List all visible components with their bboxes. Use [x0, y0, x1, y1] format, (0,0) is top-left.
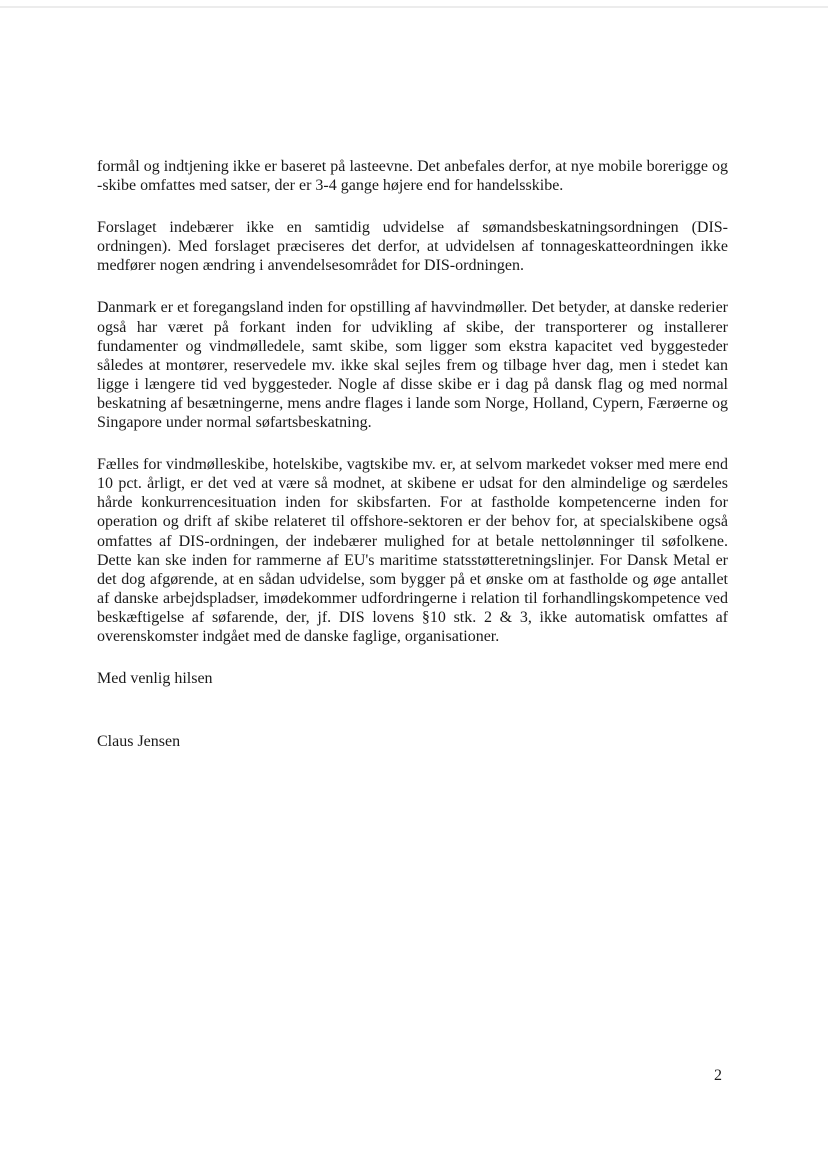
page-number: 2 [714, 1067, 722, 1084]
paragraph-2: Forslaget indebærer ikke en samtidig udvidelse af sømandsbeskatningsordningen (DIS-ordningen). Med forslaget præciseres det derfor, at udvidelsen af tonnageskatteordningen ikke medfører nogen ændring i anvendelsesområdet for DIS-ordningen. [97, 219, 728, 275]
paragraph-1: formål og indtjening ikke er baseret på lasteevne. Det anbefales derfor, at nye mobile borerigge og -skibe omfattes med satser, der er 3-4 gange højere end for handelsskibe. [97, 158, 728, 195]
signer-name: Claus Jensen [97, 733, 181, 751]
paragraph-3: Danmark er et foregangsland inden for opstilling af havvindmøller. Det betyder, at danske rederier også har været på forkant inden for udvikling af skibe, der transporterer og installerer fundamenter og vindmølledele, samt skibe, som ligger som ekstra kapacitet ved byggesteder således at montører, reservedele mv. ikke skal sejles frem og tilbage hver dag, men i stedet kan ligge i længere tid ved byggesteder. Nogle af disse skibe er i dag på dansk flag og med normal beskatning af besætningerne, mens andre flages i lande som Norge, Holland, Cypern, Færøerne og Singapore under normal søfartsbeskatning. [97, 299, 728, 432]
letter-body [97, 157, 728, 751]
scan-edge-shadow [0, 6, 828, 8]
paragraph-4: Fælles for vindmølleskibe, hotelskibe, vagtskibe mv. er, at selvom markedet vokser med mere end 10 pct. årligt, er det ved at være så modnet, at skibene er udsat for den almindelige og særdeles hårde konkurrencesituation inden for skibsfarten. For at fastholde kompetencerne inden for operation og drift af skibe relateret til offshore-sektoren er der behov for, at specialskibene også omfattes af DIS-ordningen, der indebærer mulighed for at betale nettolønninger til søfolkene. Dette kan ske inden for rammerne af EU's maritime statsstøtteretningslinjer. For Dansk Metal er det dog afgørende, at en sådan udvidelse, som bygger på et ønske om at fastholde og øge antallet af danske arbejdspladser, imødekommer udfordringerne i relation til forhandlingskompetence ved beskæftigelse af søfarende, der, jf. DIS lovens §10 stk. 2 & 3, ikke automatisk omfattes af overenskomster indgået med de danske faglige, organisationer. [97, 456, 728, 645]
closing-salutation: Med venlig hilsen [97, 670, 213, 688]
